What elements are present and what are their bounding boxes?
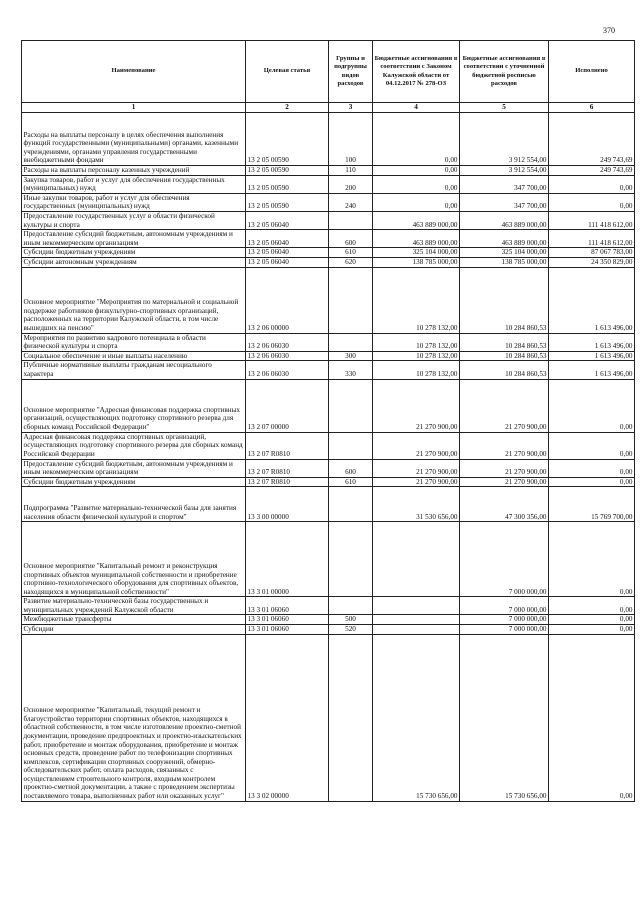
row-name: Основное мероприятие "Адресная финансовая поддержка спортивных организаций, осуществляющих подготовку спортивного резерва для сборных команд Российской Федерации" <box>22 379 246 432</box>
row-name: Основное мероприятие "Капитальный ремонт и реконструкция спортивных объектов муниципальной собственности и приобретение спортивно-технологического оборудования для спортивных объектов, находящихся в муниципальной собственности" <box>22 522 246 597</box>
executed-amount: 0,00 <box>549 597 635 615</box>
table-row <box>22 379 635 432</box>
executed-amount: 0,00 <box>549 432 635 459</box>
executed-amount: 249 743,69 <box>549 166 635 176</box>
executed-amount: 87 067 783,00 <box>549 248 635 258</box>
executed-amount: 1 613 496,00 <box>549 351 635 361</box>
table-row <box>22 175 635 193</box>
table-row <box>22 522 635 597</box>
expense-group-code: 100 <box>329 113 373 166</box>
row-name: Предоставление субсидий бюджетным, автономным учреждениям и иным некоммерческим организациям <box>22 459 246 477</box>
target-article-code: 13 2 06 00000 <box>246 267 329 333</box>
target-article-code: 13 2 05 00590 <box>246 166 329 176</box>
refined-allocation: 15 730 656,00 <box>460 634 549 801</box>
target-article-code: 13 2 05 00590 <box>246 113 329 166</box>
law-allocation: 21 270 900,00 <box>373 432 460 459</box>
table-row <box>22 459 635 477</box>
expense-group-code <box>329 487 373 522</box>
column-number: 3 <box>329 103 373 113</box>
table-row <box>22 634 635 801</box>
expense-group-code: 600 <box>329 459 373 477</box>
executed-amount: 0,00 <box>549 477 635 487</box>
executed-amount: 249 743,69 <box>549 113 635 166</box>
executed-amount: 111 418 612,00 <box>549 230 635 248</box>
row-name: Основное мероприятие "Мероприятия по материальной и социальной поддержке работников физкультурно-спортивных организаций, расположенных на территории Калужской области, в том числе вышедших на пенсию" <box>22 267 246 333</box>
law-allocation <box>373 522 460 597</box>
target-article-code: 13 2 05 06040 <box>246 257 329 267</box>
refined-allocation: 10 284 860,53 <box>460 351 549 361</box>
expense-group-code <box>329 522 373 597</box>
refined-allocation: 7 000 000,00 <box>460 597 549 615</box>
refined-allocation: 21 270 900,00 <box>460 379 549 432</box>
row-name: Мероприятия по развитию кадрового потенциала в области физической культуры и спорта <box>22 333 246 351</box>
header-law-allocations: Бюджетные ассигнования в соответствии с Законом Калужской области от 04.12.2017 № 278-ОЗ <box>373 41 460 103</box>
executed-amount: 1 613 496,00 <box>549 267 635 333</box>
row-name: Субсидии бюджетным учреждениям <box>22 477 246 487</box>
row-name: Иные закупки товаров, работ и услуг для обеспечения государственных (муниципальных) нужд <box>22 193 246 211</box>
table-row <box>22 361 635 379</box>
refined-allocation: 347 700,00 <box>460 193 549 211</box>
executed-amount: 0,00 <box>549 625 635 635</box>
table-row <box>22 625 635 635</box>
expense-group-code: 520 <box>329 625 373 635</box>
executed-amount: 1 613 496,00 <box>549 361 635 379</box>
law-allocation: 31 530 656,00 <box>373 487 460 522</box>
target-article-code: 13 3 01 06060 <box>246 615 329 625</box>
row-name: Межбюджетные трансферты <box>22 615 246 625</box>
law-allocation: 10 278 132,00 <box>373 361 460 379</box>
expense-group-code: 110 <box>329 166 373 176</box>
column-number: 6 <box>549 103 635 113</box>
target-article-code: 13 2 07 R0810 <box>246 432 329 459</box>
target-article-code: 13 3 01 06060 <box>246 597 329 615</box>
row-name: Развитие материально-технической базы государственных и муниципальных учреждений Калужской области <box>22 597 246 615</box>
table-row <box>22 333 635 351</box>
refined-allocation: 347 700,00 <box>460 175 549 193</box>
target-article-code: 13 2 07 R0810 <box>246 477 329 487</box>
refined-allocation: 47 300 356,00 <box>460 487 549 522</box>
refined-allocation: 7 000 000,00 <box>460 615 549 625</box>
expense-group-code <box>329 333 373 351</box>
table-row <box>22 193 635 211</box>
table-row <box>22 351 635 361</box>
header-executed: Исполнено <box>549 41 635 103</box>
row-name: Основное мероприятие "Капитальный, текущий ремонт и благоустройство территории спортивных объектов, находящихся в областной собственности, в том числе изготовление проектно-сметной документации, проведение предпроектных и проектно-изыскательских работ, приобретение и монтаж оборудования, приобретение и монтаж основных средств, проведение работ по телефонизации спортивных комплексов, сертификации спортивных сооружений, обмерно-обследовательских работ, оплата расходов, связанных с осуществлением строительного контроля, входным контролем проектно-сметной документации, а также с проведением экспертизы поставляемого товара, выполненных работ или оказанных услуг" <box>22 634 246 801</box>
target-article-code: 13 2 06 06030 <box>246 333 329 351</box>
target-article-code: 13 2 05 00590 <box>246 175 329 193</box>
table-row <box>22 477 635 487</box>
law-allocation: 138 785 000,00 <box>373 257 460 267</box>
target-article-code: 13 2 05 06040 <box>246 211 329 229</box>
law-allocation: 0,00 <box>373 166 460 176</box>
table-row <box>22 487 635 522</box>
refined-allocation: 10 284 860,53 <box>460 267 549 333</box>
expense-group-code <box>329 267 373 333</box>
target-article-code: 13 3 01 06060 <box>246 625 329 635</box>
refined-allocation: 138 785 000,00 <box>460 257 549 267</box>
law-allocation <box>373 597 460 615</box>
table-row <box>22 230 635 248</box>
executed-amount: 15 769 700,00 <box>549 487 635 522</box>
row-name: Расходы на выплаты персоналу казенных учреждений <box>22 166 246 176</box>
executed-amount: 0,00 <box>549 522 635 597</box>
target-article-code: 13 2 07 R0810 <box>246 459 329 477</box>
law-allocation: 10 278 132,00 <box>373 351 460 361</box>
expense-group-code <box>329 211 373 229</box>
column-number: 5 <box>460 103 549 113</box>
expense-group-code: 620 <box>329 257 373 267</box>
expense-group-code: 610 <box>329 477 373 487</box>
row-name: Субсидии бюджетным учреждениям <box>22 248 246 258</box>
row-name: Расходы на выплаты персоналу в целях обеспечения выполнения функций государственными (муниципальными) органами, казенными учреждениями, органами управления государственными внебюджетными фондами <box>22 113 246 166</box>
executed-amount: 0,00 <box>549 459 635 477</box>
target-article-code: 13 2 05 06040 <box>246 230 329 248</box>
law-allocation: 15 730 656,00 <box>373 634 460 801</box>
table-row <box>22 615 635 625</box>
law-allocation: 10 278 132,00 <box>373 333 460 351</box>
executed-amount: 24 350 829,00 <box>549 257 635 267</box>
column-number-row <box>22 103 635 113</box>
row-name: Предоставление государственных услуг в области физической культуры и спорта <box>22 211 246 229</box>
header-target-article: Целевая статья <box>246 41 329 103</box>
law-allocation: 325 104 000,00 <box>373 248 460 258</box>
header-name: Наименование <box>22 41 246 103</box>
row-name: Предоставление субсидий бюджетным, автономным учреждениям и иным некоммерческим организациям <box>22 230 246 248</box>
refined-allocation: 463 889 000,00 <box>460 230 549 248</box>
refined-allocation: 21 270 900,00 <box>460 477 549 487</box>
table-row <box>22 597 635 615</box>
target-article-code: 13 2 07 00000 <box>246 379 329 432</box>
law-allocation: 10 278 132,00 <box>373 267 460 333</box>
header-refined-allocations: Бюджетные ассигнования в соответствии с уточненной бюджетной росписью расходов <box>460 41 549 103</box>
refined-allocation: 10 284 860,53 <box>460 361 549 379</box>
refined-allocation: 7 000 000,00 <box>460 522 549 597</box>
budget-table <box>21 40 635 802</box>
executed-amount: 0,00 <box>549 175 635 193</box>
refined-allocation: 10 284 860,53 <box>460 333 549 351</box>
target-article-code: 13 2 06 06030 <box>246 361 329 379</box>
expense-group-code: 240 <box>329 193 373 211</box>
executed-amount: 0,00 <box>549 193 635 211</box>
expense-group-code <box>329 634 373 801</box>
expense-group-code: 200 <box>329 175 373 193</box>
expense-group-code: 610 <box>329 248 373 258</box>
table-row <box>22 248 635 258</box>
law-allocation: 21 270 900,00 <box>373 477 460 487</box>
column-number: 1 <box>22 103 246 113</box>
target-article-code: 13 3 00 00000 <box>246 487 329 522</box>
law-allocation: 21 270 900,00 <box>373 379 460 432</box>
refined-allocation: 3 912 554,00 <box>460 113 549 166</box>
expense-group-code <box>329 597 373 615</box>
target-article-code: 13 3 02 00000 <box>246 634 329 801</box>
table-row <box>22 257 635 267</box>
table-row <box>22 211 635 229</box>
row-name: Подпрограмма "Развитие материально-технической базы для занятия населения области физической культурой и спортом" <box>22 487 246 522</box>
law-allocation: 0,00 <box>373 193 460 211</box>
target-article-code: 13 3 01 00000 <box>246 522 329 597</box>
law-allocation: 21 270 900,00 <box>373 459 460 477</box>
table-row <box>22 166 635 176</box>
law-allocation: 463 889 000,00 <box>373 211 460 229</box>
law-allocation: 0,00 <box>373 113 460 166</box>
law-allocation: 0,00 <box>373 175 460 193</box>
executed-amount: 0,00 <box>549 379 635 432</box>
row-name: Субсидии <box>22 625 246 635</box>
row-name: Субсидии автономным учреждениям <box>22 257 246 267</box>
header-row <box>22 41 635 103</box>
target-article-code: 13 2 06 06030 <box>246 351 329 361</box>
table-row <box>22 113 635 166</box>
law-allocation <box>373 615 460 625</box>
refined-allocation: 21 270 900,00 <box>460 459 549 477</box>
expense-group-code: 330 <box>329 361 373 379</box>
table-row <box>22 432 635 459</box>
row-name: Публичные нормативные выплаты гражданам несоциального характера <box>22 361 246 379</box>
law-allocation <box>373 625 460 635</box>
law-allocation: 463 889 000,00 <box>373 230 460 248</box>
executed-amount: 0,00 <box>549 615 635 625</box>
executed-amount: 1 613 496,00 <box>549 333 635 351</box>
row-name: Закупка товаров, работ и услуг для обеспечения государственных (муниципальных) нужд <box>22 175 246 193</box>
executed-amount: 0,00 <box>549 634 635 801</box>
executed-amount: 111 418 612,00 <box>549 211 635 229</box>
expense-group-code <box>329 432 373 459</box>
expense-group-code <box>329 379 373 432</box>
expense-group-code: 600 <box>329 230 373 248</box>
expense-group-code: 300 <box>329 351 373 361</box>
column-number: 2 <box>246 103 329 113</box>
refined-allocation: 3 912 554,00 <box>460 166 549 176</box>
row-name: Социальное обеспечение и иные выплаты населению <box>22 351 246 361</box>
target-article-code: 13 2 05 06040 <box>246 248 329 258</box>
refined-allocation: 463 889 000,00 <box>460 211 549 229</box>
target-article-code: 13 2 05 00590 <box>246 193 329 211</box>
refined-allocation: 325 104 000,00 <box>460 248 549 258</box>
page-number: 370 <box>603 26 615 35</box>
expense-group-code: 500 <box>329 615 373 625</box>
refined-allocation: 21 270 900,00 <box>460 432 549 459</box>
column-number: 4 <box>373 103 460 113</box>
refined-allocation: 7 000 000,00 <box>460 625 549 635</box>
header-expense-groups: Группы и подгруппы видов расходов <box>329 41 373 103</box>
row-name: Адресная финансовая поддержка спортивных организаций, осуществляющих подготовку спортивного резерва для сборных команд Российской Федерации <box>22 432 246 459</box>
table-row <box>22 267 635 333</box>
